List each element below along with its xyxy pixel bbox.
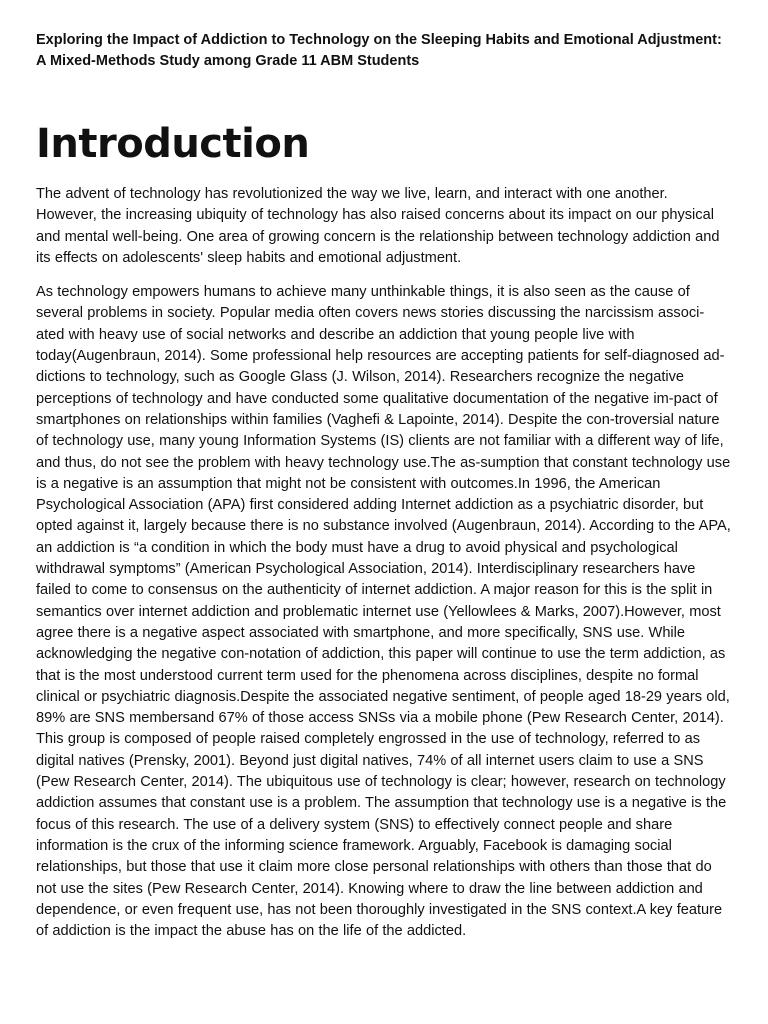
section-heading: Introduction [36, 121, 310, 167]
paragraph-body: As technology empowers humans to achieve many unthinkable things, it is also seen as the cause of several problems in society. Popular media often covers news stories discussing the narcissism associ-ated with heavy use of social networks and describe an addiction that young people live with today(Augenbraun, 2014). Some professional help resources are accepting patients for self-diagnosed ad-dictions to technology, such as Google Glass (J. Wilson, 2014). Researchers recognize the negative perceptions of technology and have conducted some qualitative documentation of the negative im-pact of smartphones on relationships within families (Vaghefi & Lapointe, 2014). Despite the con-troversial nature of technology use, many young Information Systems (IS) clients are not familiar with a different way of life, and thus, do not see the problem with heavy technology use.The as-sumption that constant technology use is a negative is an assumption that might not be consistent with outcomes.In 1996, the American Psychological Association (APA) first considered adding Internet addiction as a psychiatric disorder, but opted against it, largely because there is no substance involved (Augenbraun, 2014). According to the APA, an addiction is “a condition in which the body must have a drug to avoid physical and psychological withdrawal symptoms” (American Psychological Association, 2014). Interdisciplinary researchers have failed to come to consensus on the authenticity of internet addiction. A major reason for this is the split in semantics over internet addiction and problematic internet use (Yellowlees & Marks, 2007).However, most agree there is a negative aspect associated with smartphone, and more specifically, SNS use. While acknowledging the negative con-notation of addiction, this paper will continue to use the term addiction, as that is the most understood current term used for the phenomena across disciplines, despite no formal clinical or psychiatric diagnosis.Despite the associated negative sentiment, of people aged 18-29 years old, 89% are SNS membersand 67% of those access SNSs via a mobile phone (Pew Research Center, 2014). This group is composed of people raised completely engrossed in the use of technology, referred to as digital natives (Prensky, 2001). Beyond just digital natives, 74% of all internet users claim to use a SNS (Pew Research Center, 2014). The ubiquitous use of technology is clear; however, research on technology addiction assumes that constant use is a problem. The assumption that technology use is a negative is the focus of this research. The use of a delivery system (SNS) to effectively connect people and share information is the crux of the informing science framework. Arguably, Facebook is damaging social relationships, but those that use it claim more close personal relationships with others than those that do not use the sites (Pew Research Center, 2014). Knowing where to draw the line between addiction and dependence, or even frequent use, has not been thoroughly investigated in the SNS context.A key feature of addiction is the impact the abuse has on the life of the addicted. [36, 284, 731, 940]
document-page [36, 30, 732, 955]
document-title: Exploring the Impact of Addiction to Technology on the Sleeping Habits and Emotional Adjustment: A Mixed-Methods Study among Grade 11 ABM Students [36, 32, 722, 69]
paragraph-intro: The advent of technology has revolutionized the way we live, learn, and interact with one another. However, the increasing ubiquity of technology has also raised concerns about its impact on our physical and mental well-being. One area of growing concern is the relationship between technology addiction and its effects on adolescents' sleep habits and emotional adjustment. [36, 186, 720, 266]
